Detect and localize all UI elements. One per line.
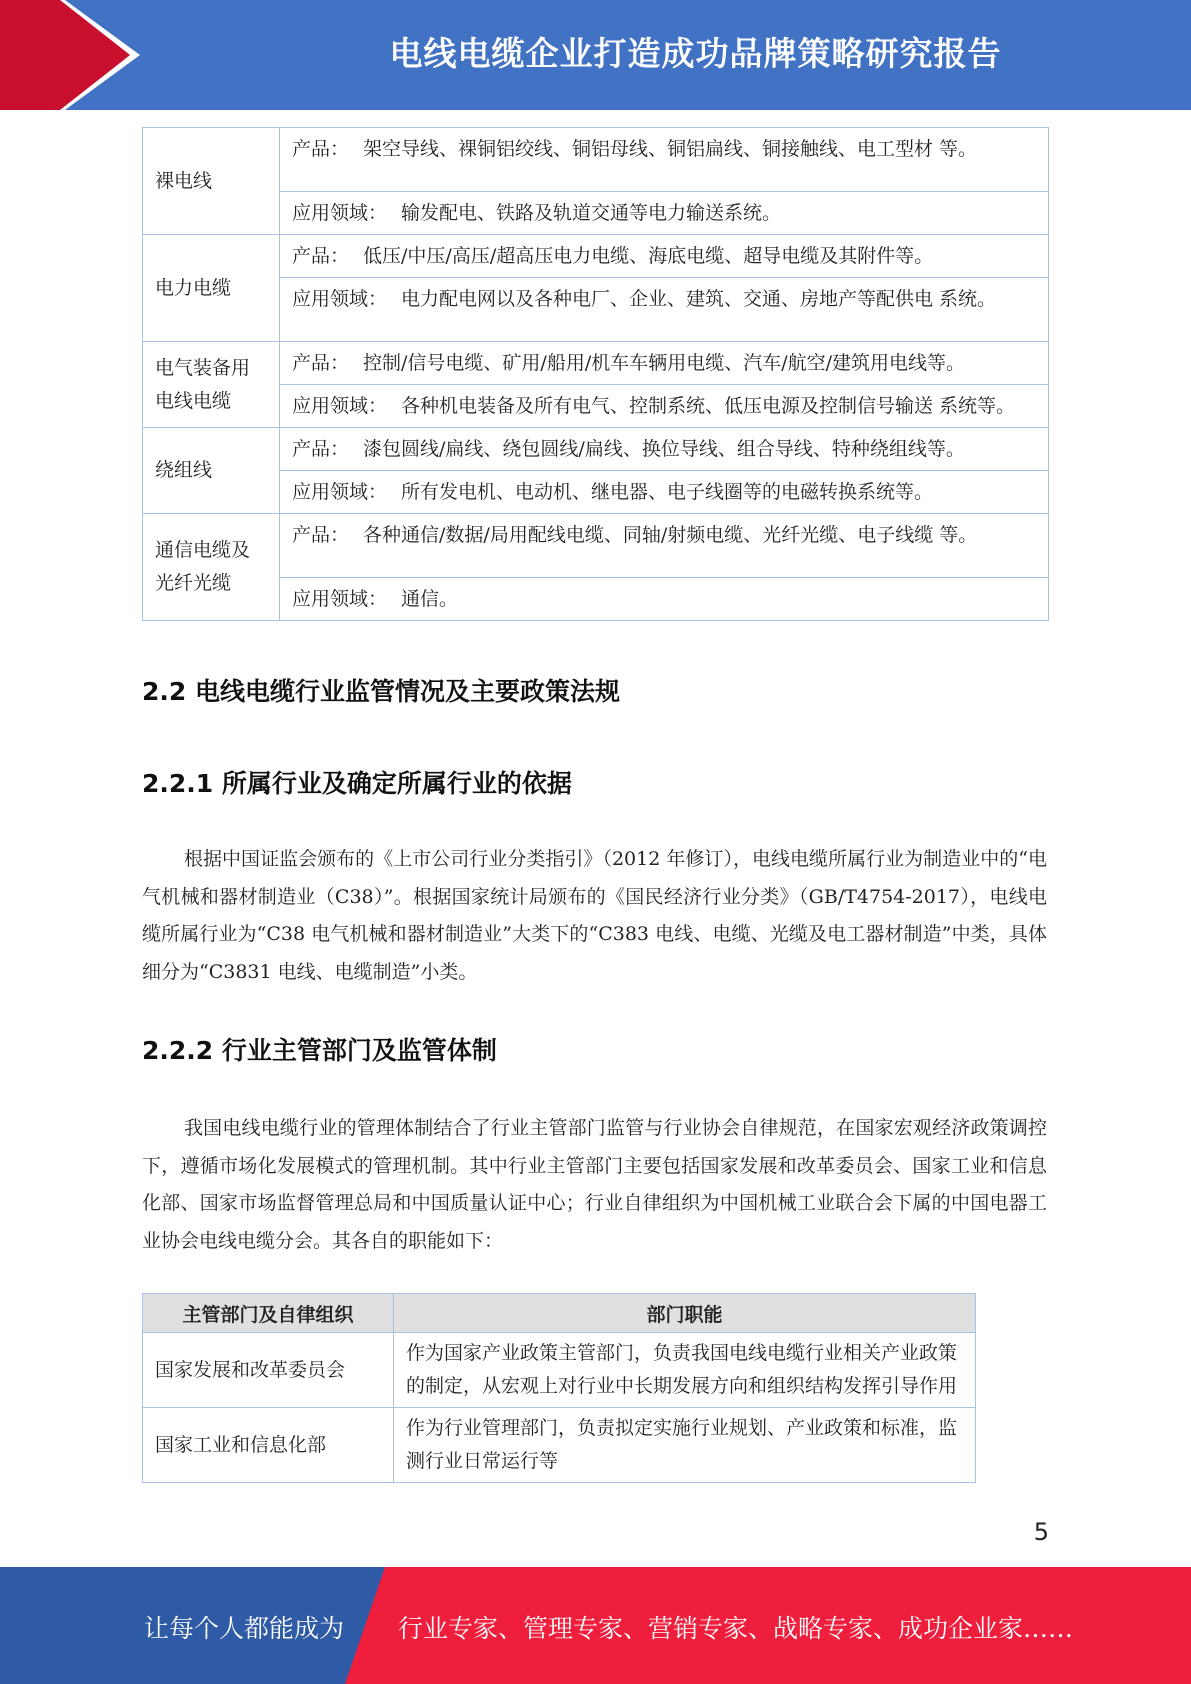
org-cell: 国家发展和改革委员会 [143,1333,394,1408]
page-number: 5 [1033,1518,1049,1546]
report-title: 电线电缆企业打造成功品牌策略研究报告 [389,34,1002,73]
application-cell: 应用领域： 所有发电机、电动机、继电器、电子线圈等的电磁转换系统等。 [280,471,1049,514]
application-cell: 应用领域： 输发配电、铁路及轨道交通等电力输送系统。 [280,192,1049,235]
paragraph-2-2-2: 我国电线电缆行业的管理体制结合了行业主管部门监管与行业协会自律规范，在国家宏观经济政策调控下，遵循市场化发展模式的管理机制。其中行业主管部门主要包括国家发展和改革委员会、国家工业和信息化部、国家市场监督管理总局和中国质量认证中心；行业自律组织为中国机械工业联合会下属的中国电器工业协会电线电缆分会。其各自的职能如下： [142,1117,1047,1252]
cable-category-table [142,127,1049,621]
product-cell: 产品： 架空导线、裸铜铝绞线、铜铝母线、铜铝扁线、铜接触线、电工型材 等。 [280,128,1049,192]
application-cell: 应用领域： 通信。 [280,578,1049,621]
paragraph-2-2-1: 根据中国证监会颁布的《上市公司行业分类指引》（2012 年修订），电线电缆所属行业为制造业中的“电气机械和器材制造业（C38）”。根据国家统计局颁布的《国民经济行业分类》（GB/T4754-2017），电线电缆所属行业为“C38 电气机械和器材制造业”大类下的“C383 电线、电缆、光缆及电工器材制造”中类，具体细分为“C3831 电线、电缆制造”小类。 [142,848,1047,983]
product-cell: 产品： 控制/信号电缆、矿用/船用/机车车辆用电缆、汽车/航空/建筑用电线等。 [280,342,1049,385]
application-cell: 应用领域： 各种机电装备及所有电气、控制系统、低压电源及控制信号输送 系统等。 [280,385,1049,428]
page-footer [0,1567,1191,1684]
category-cell: 通信电缆及光纤光缆 [143,514,280,621]
section-heading-2-2-1: 2.2.1 所属行业及确定所属行业的依据 [142,769,572,798]
duty-cell: 作为行业管理部门，负责拟定实施行业规划、产业政策和标准，监测行业日常运行等 [394,1408,976,1483]
product-cell: 产品： 低压/中压/高压/超高压电力电缆、海底电缆、超导电缆及其附件等。 [280,235,1049,278]
duty-cell: 作为国家产业政策主管部门，负责我国电线电缆行业相关产业政策的制定，从宏观上对行业中长期发展方向和组织结构发挥引导作用 [394,1333,976,1408]
org-cell: 国家工业和信息化部 [143,1408,394,1483]
column-header: 部门职能 [394,1294,976,1333]
header-chevron-decoration [0,0,210,110]
table-row [143,1333,976,1408]
product-cell: 产品： 漆包圆线/扁线、绕包圆线/扁线、换位导线、组合导线、特种绕组线等。 [280,428,1049,471]
column-header: 主管部门及自律组织 [143,1294,394,1333]
section-heading-2-2: 2.2 电线电缆行业监管情况及主要政策法规 [142,677,620,706]
section-heading-2-2-2: 2.2.2 行业主管部门及监管体制 [142,1036,497,1065]
table-row [143,342,1049,385]
footer-slogan-right: 行业专家、管理专家、营销专家、战略专家、成功企业家…… [398,1614,1074,1643]
table-row [143,1408,976,1483]
table-header-row [143,1294,976,1333]
footer-slogan-left: 让每个人都能成为 [144,1614,345,1643]
category-cell: 裸电线 [143,128,280,235]
category-cell: 电力电缆 [143,235,280,342]
page-header [0,0,1191,110]
category-cell: 绕组线 [143,428,280,514]
table-row [143,235,1049,278]
table-row [143,128,1049,192]
product-cell: 产品： 各种通信/数据/局用配线电缆、同轴/射频电缆、光纤光缆、电子线缆 等。 [280,514,1049,578]
regulator-table [142,1293,976,1483]
category-cell: 电气装备用电线电缆 [143,342,280,428]
table-row [143,514,1049,578]
application-cell: 应用领域： 电力配电网以及各种电厂、企业、建筑、交通、房地产等配供电 系统。 [280,278,1049,342]
table-row [143,428,1049,471]
